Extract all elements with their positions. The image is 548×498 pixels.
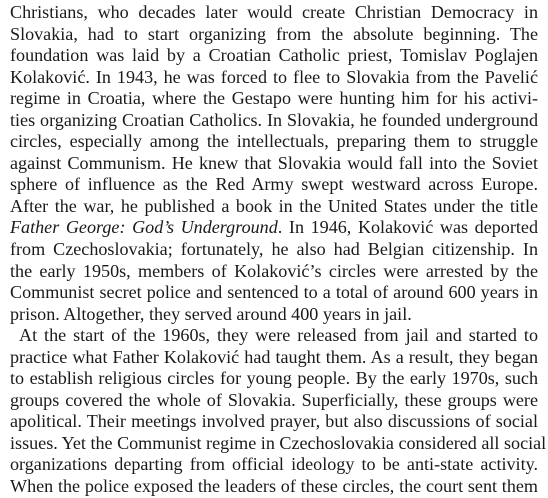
book-page-text <box>10 2 547 498</box>
text-line: When the police exposed the leaders of these circles, the court sent them <box>10 476 538 497</box>
text-line: organizations departing from official ideology to be anti-state activity. <box>10 454 538 475</box>
text-line: sphere of influence as the Red Army swept westward across Europe. <box>10 174 538 195</box>
text-line: apolitical. Their meetings involved prayer, but also discussions of social <box>10 411 538 432</box>
text-line: Christians, who decades later would create Christian Democracy in <box>10 2 538 22</box>
text-line: Kolaković. In 1943, he was forced to flee to Slovakia from the Pavelić <box>10 66 538 87</box>
text-line: the early 1950s, members of Kolaković’s circles were arrested by the <box>10 260 538 281</box>
text-line: from Czechoslovakia; fortunately, he also had Belgian citizenship. In <box>10 239 538 260</box>
text-line: foundation was laid by a Croatian Catholic priest, Tomislav Poglajen <box>10 45 538 66</box>
text-line: Communist secret police and sentenced to a total of around 600 years in <box>10 282 538 303</box>
text-line: regime in Croatia, where the Gestapo were hunting him for his activi- <box>10 88 538 109</box>
text-line: against Communism. He knew that Slovakia would fall into the Soviet <box>10 152 538 173</box>
text-line: After the war, he published a book in the United States under the title <box>10 195 538 216</box>
text-line: At the start of the 1960s, they were released from jail and started to <box>19 325 538 346</box>
paragraph-1 <box>10 2 538 325</box>
text-line: issues. Yet the Communist regime in Czechoslovakia considered all social <box>10 432 547 453</box>
text-line: groups covered the whole of Slovakia. Superficially, these groups were <box>10 389 538 410</box>
text-line: Slovakia, had to start organizing from the absolute beginning. The <box>10 23 538 44</box>
text-line: ties organizing Croatian Catholics. In Slovakia, he founded underground <box>10 109 538 130</box>
text-line-remainder: . In 1946, Kolaković was deported <box>277 217 538 238</box>
text-line: to establish religious circles for young people. By the early 1970s, such <box>10 368 538 389</box>
paragraph-2 <box>10 325 547 497</box>
text-line: prison. Altogether, they served around 400 years in jail. <box>10 303 412 324</box>
text-line: practice what Father Kolaković had taught them. As a result, they began <box>10 346 538 367</box>
text-line: circles, especially among the intellectuals, preparing them to struggle <box>10 131 538 152</box>
text-line-with-book-title <box>10 217 538 239</box>
book-title: Father George: God’s Underground <box>10 217 278 238</box>
